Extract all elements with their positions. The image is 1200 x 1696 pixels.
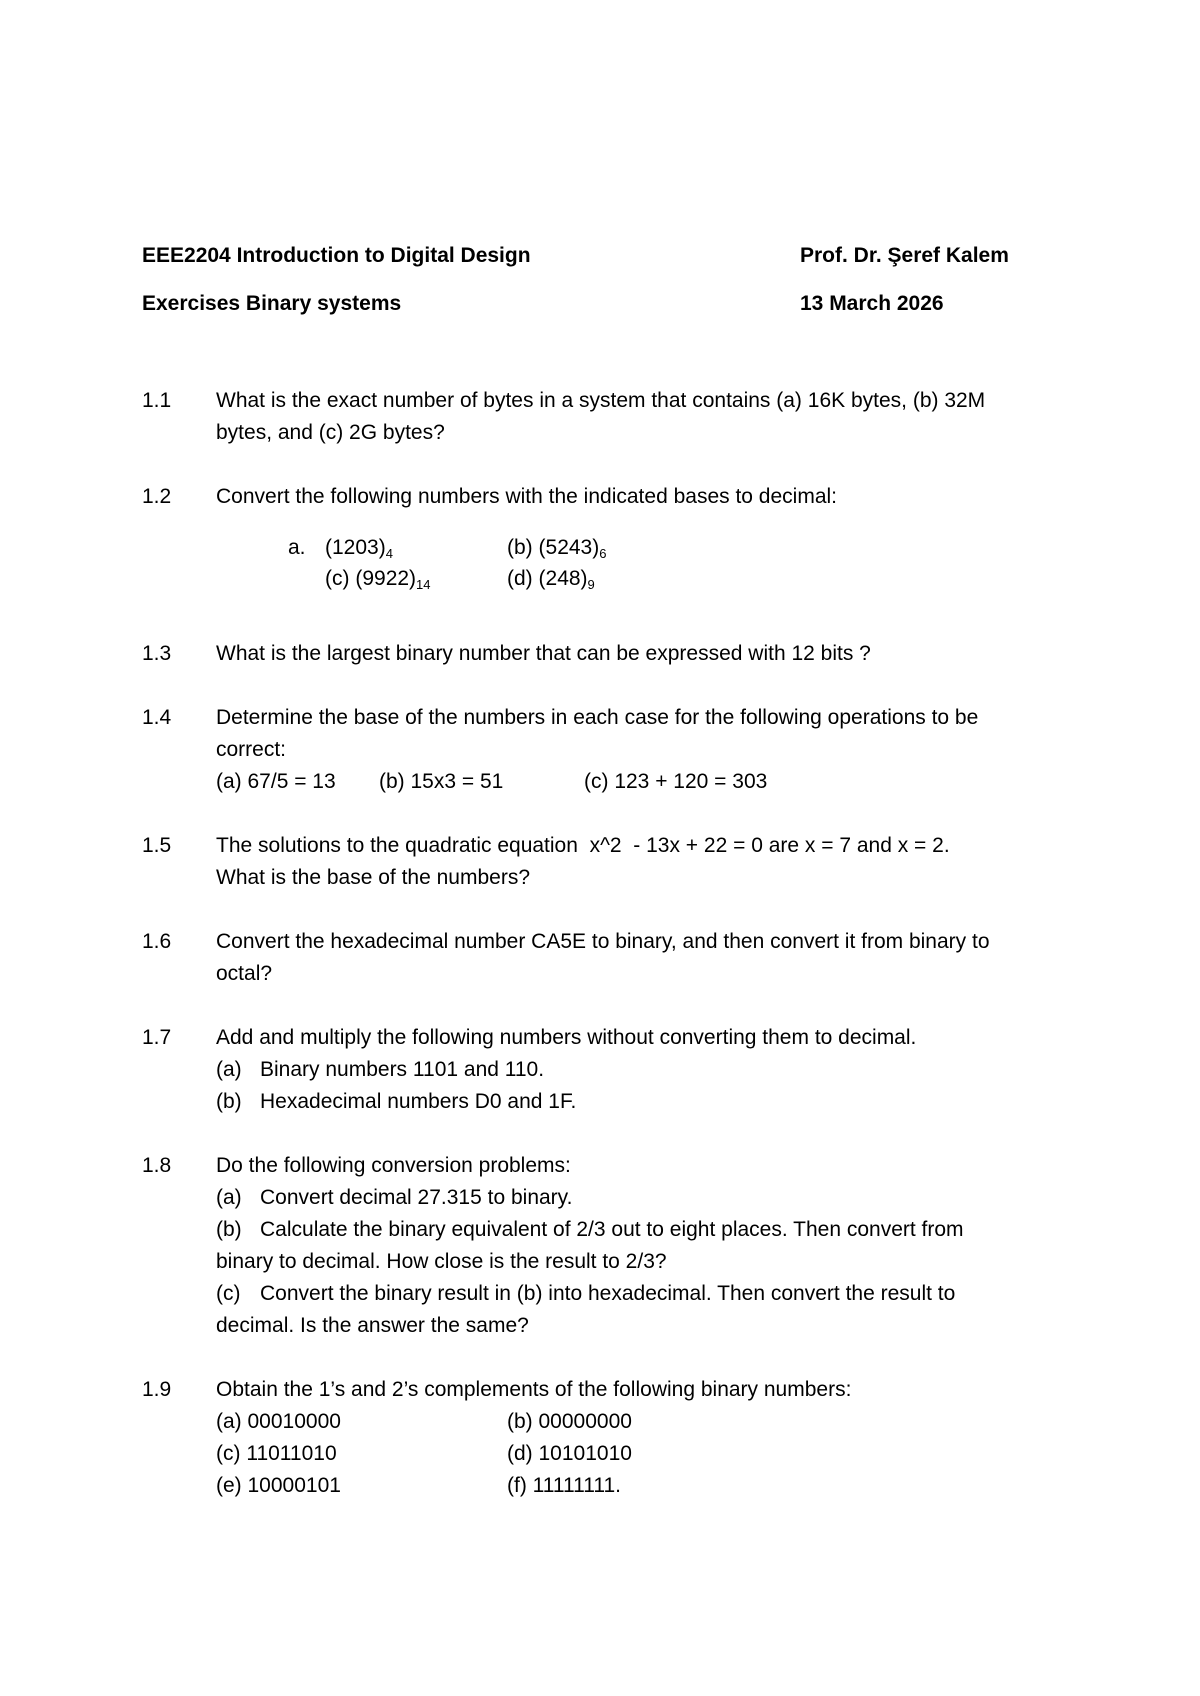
item-label: (c) (216, 1282, 241, 1305)
item-text: Calculate the binary equivalent of 2/3 out to eight places. Then convert from (260, 1218, 964, 1241)
item-label: (b) (216, 1218, 242, 1241)
sub-item: (c) 123 + 120 = 303 (584, 770, 768, 793)
question-number: 1.4 (142, 706, 172, 729)
sub-item: (a) 00010000 (216, 1410, 341, 1433)
question-text: Add and multiply the following numbers without converting them to decimal. (216, 1026, 917, 1049)
question-number: 1.2 (142, 485, 172, 508)
sub-item: (f) 11111111. (507, 1474, 622, 1497)
question-text: Convert the hexadecimal number CA5E to binary, and then convert it from binary to (216, 930, 990, 953)
question-number: 1.7 (142, 1026, 172, 1049)
number-value: (248) (538, 567, 588, 590)
item-label: (a) (216, 1186, 242, 1209)
question-text: The solutions to the quadratic equation x^2 - 13x + 22 = 0 are x = 7 and x = 2. (216, 834, 950, 857)
item-text: Convert decimal 27.315 to binary. (260, 1186, 573, 1209)
question-text: Convert the following numbers with the indicated bases to decimal: (216, 485, 837, 508)
question-text: correct: (216, 738, 287, 761)
sub-item: (d) 10101010 (507, 1442, 632, 1465)
number-value: (5243) (538, 536, 600, 559)
question-number: 1.5 (142, 834, 172, 857)
sub-item (216, 1185, 572, 1211)
item-text: Hexadecimal numbers D0 and 1F. (260, 1090, 577, 1113)
sub-item (216, 1089, 576, 1115)
sub-item: (a) 67/5 = 13 (216, 770, 336, 793)
question-number: 1.9 (142, 1378, 172, 1401)
question-text: What is the exact number of bytes in a system that contains (a) 16K bytes, (b) 32M (216, 389, 986, 412)
item-text-continued: binary to decimal. How close is the result to 2/3? (216, 1250, 667, 1273)
base-subscript: 14 (416, 577, 431, 592)
sheet-date: 13 March 2026 (800, 292, 944, 315)
base-subscript: 6 (599, 546, 607, 561)
question-number: 1.3 (142, 642, 172, 665)
question-number: 1.6 (142, 930, 172, 953)
question-text: octal? (216, 962, 273, 985)
item-label: (c) (325, 567, 350, 590)
question-text: What is the base of the numbers? (216, 866, 531, 889)
question-text: Obtain the 1’s and 2’s complements of the following binary numbers: (216, 1378, 852, 1401)
sub-item: (c) 11011010 (216, 1442, 337, 1465)
base-subscript: 4 (385, 546, 393, 561)
item-text: Convert the binary result in (b) into hexadecimal. Then convert the result to (260, 1282, 956, 1305)
question-text: bytes, and (c) 2G bytes? (216, 421, 445, 444)
question-text: Determine the base of the numbers in each case for the following operations to be (216, 706, 979, 729)
sub-item: (e) 10000101 (216, 1474, 341, 1497)
item-label: (b) (507, 536, 533, 559)
item-label: (b) (216, 1090, 242, 1113)
number-value: (9922) (355, 567, 417, 590)
number-item (507, 535, 606, 561)
question-text: Do the following conversion problems: (216, 1154, 571, 1177)
sub-item (216, 1217, 964, 1243)
question-text: What is the largest binary number that can be expressed with 12 bits ? (216, 642, 871, 665)
sub-item: (b) 00000000 (507, 1410, 632, 1433)
number-item (507, 566, 595, 592)
sub-item (216, 1281, 955, 1307)
number-item (325, 535, 393, 561)
question-number: 1.8 (142, 1154, 172, 1177)
question-number: 1.1 (142, 389, 172, 412)
item-label: (d) (507, 567, 533, 590)
sub-item (216, 1057, 544, 1083)
sheet-title: Exercises Binary systems (142, 292, 402, 315)
base-subscript: 9 (587, 577, 595, 592)
number-value: (1203) (325, 536, 386, 559)
item-text-continued: decimal. Is the answer the same? (216, 1314, 529, 1337)
sub-item: (b) 15x3 = 51 (379, 770, 504, 793)
item-text: Binary numbers 1101 and 110. (260, 1058, 545, 1081)
instructor-name: Prof. Dr. Şeref Kalem (800, 244, 1009, 267)
number-item (325, 566, 431, 592)
course-title: EEE2204 Introduction to Digital Design (142, 244, 531, 267)
list-marker: a. (288, 536, 306, 559)
item-label: (a) (216, 1058, 242, 1081)
